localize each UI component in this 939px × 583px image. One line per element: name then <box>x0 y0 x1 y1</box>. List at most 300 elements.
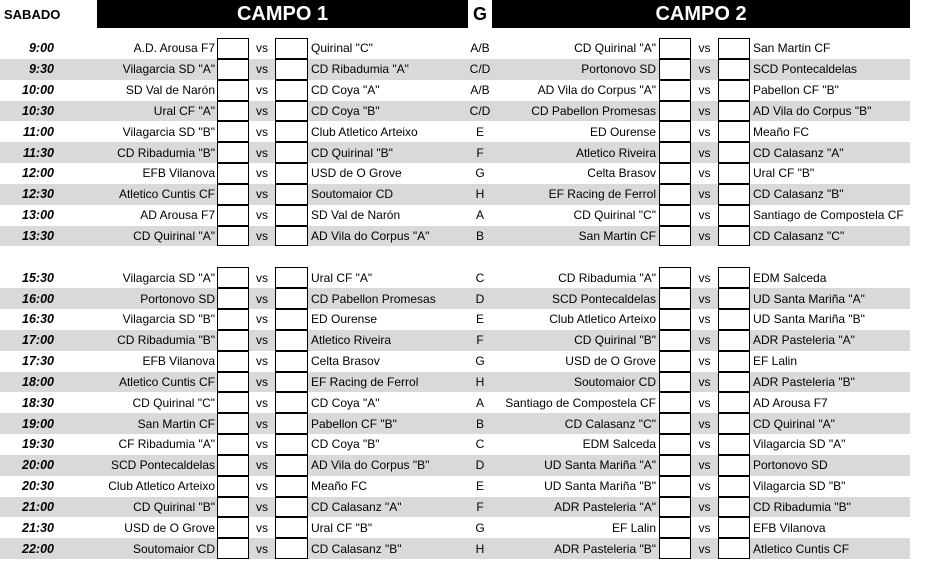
field2-home-score-box[interactable] <box>659 330 691 351</box>
group-code: E <box>475 479 484 494</box>
field2-away-team: Atletico Cuntis CF <box>753 541 850 556</box>
field2-away-score-box[interactable] <box>718 163 750 184</box>
match-time: 19:00 <box>22 416 54 431</box>
field1-away-team: Pabellon CF "B" <box>311 416 397 431</box>
field2-vs-label: vs <box>698 354 711 369</box>
field1-home-team: USD de O Grove <box>124 520 215 535</box>
field1-home-team: Ural CF "A" <box>153 103 215 118</box>
field1-vs-label: vs <box>256 83 268 98</box>
field1-home-score-box[interactable] <box>217 372 249 393</box>
field1-home-team: Vilagarcia SD "A" <box>122 270 215 285</box>
field1-home-score-box[interactable] <box>217 517 249 538</box>
field1-away-team: CD Coya "B" <box>311 103 380 118</box>
field2-away-team: EF Lalin <box>753 354 798 369</box>
field2-away-score-box[interactable] <box>718 455 750 476</box>
field2-home-score-box[interactable] <box>659 372 691 393</box>
field1-home-score-box[interactable] <box>217 184 249 205</box>
group-code: F <box>476 145 484 160</box>
match-row <box>0 205 939 226</box>
group-header: G <box>472 3 487 24</box>
field2-vs-label: vs <box>698 103 711 118</box>
field1-home-team: Soutomaior CD <box>132 541 215 556</box>
field2-away-score-box[interactable] <box>718 434 750 455</box>
match-time: 12:00 <box>22 166 54 181</box>
field2-vs-label: vs <box>698 479 711 494</box>
field2-home-team: AD Vila do Corpus "A" <box>537 83 656 98</box>
group-code: C <box>475 270 485 285</box>
field1-home-score-box[interactable] <box>217 163 249 184</box>
match-row <box>0 538 939 559</box>
field2-home-team: CD Ribadumia "A" <box>558 270 656 285</box>
match-time: 16:00 <box>22 291 54 306</box>
field2-home-team: EF Lalin <box>611 520 656 535</box>
group-code: F <box>476 499 484 514</box>
field1-away-score-box[interactable] <box>275 38 308 59</box>
match-time: 22:00 <box>22 541 54 556</box>
field1-vs-label: vs <box>256 229 268 244</box>
field2-away-score-box[interactable] <box>718 497 750 518</box>
field2-away-score-box[interactable] <box>718 309 750 330</box>
field1-home-team: Vilagarcia SD "B" <box>122 124 215 139</box>
field2-away-team: San Martin CF <box>753 41 831 56</box>
field1-away-score-box[interactable] <box>275 434 308 455</box>
field1-vs-label: vs <box>256 103 268 118</box>
field2-away-score-box[interactable] <box>718 267 750 288</box>
field1-home-score-box[interactable] <box>217 205 249 226</box>
field2-away-score-box[interactable] <box>718 413 750 434</box>
match-time: 10:30 <box>22 103 54 118</box>
field1-home-score-box[interactable] <box>217 80 249 101</box>
field1-away-score-box[interactable] <box>275 392 308 413</box>
field1-away-score-box[interactable] <box>275 163 308 184</box>
field2-away-score-box[interactable] <box>718 538 750 559</box>
field2-home-team: Santiago de Compostela CF <box>505 395 656 410</box>
field2-home-score-box[interactable] <box>659 205 691 226</box>
match-time: 11:00 <box>22 124 54 139</box>
field2-home-team: San Martin CF <box>578 229 656 244</box>
field1-away-team: ED Ourense <box>311 312 378 327</box>
group-code: G <box>475 354 485 369</box>
field2-home-score-box[interactable] <box>659 267 691 288</box>
group-code: D <box>475 458 485 473</box>
field2-away-score-box[interactable] <box>718 38 750 59</box>
field2-home-score-box[interactable] <box>659 163 691 184</box>
field2-away-team: Portonovo SD <box>753 458 828 473</box>
match-time: 21:30 <box>22 520 54 535</box>
field1-home-team: EFB Vilanova <box>142 354 215 369</box>
match-time: 17:30 <box>22 354 54 369</box>
field2-away-score-box[interactable] <box>718 142 750 163</box>
field1-vs-label: vs <box>256 437 268 452</box>
field2-vs-label: vs <box>698 83 711 98</box>
field1-home-score-box[interactable] <box>217 351 249 372</box>
field2-home-score-box[interactable] <box>659 434 691 455</box>
field1-home-score-box[interactable] <box>217 392 249 413</box>
field1-home-team: SCD Pontecaldelas <box>110 458 215 473</box>
field1-away-score-box[interactable] <box>275 330 308 351</box>
field1-away-team: CD Calasanz "B" <box>311 541 402 556</box>
field1-home-score-box[interactable] <box>217 226 249 247</box>
field2-header: CAMPO 2 <box>492 0 910 28</box>
field2-home-team: Portonovo SD <box>581 62 656 77</box>
field1-away-team: AD Vila do Corpus "B" <box>311 458 430 473</box>
field1-away-score-box[interactable] <box>275 184 308 205</box>
field2-away-team: SCD Pontecaldelas <box>753 62 858 77</box>
match-time: 21:00 <box>22 499 54 514</box>
field2-home-score-box[interactable] <box>659 351 691 372</box>
match-row <box>0 351 939 372</box>
field2-home-score-box[interactable] <box>659 142 691 163</box>
field1-away-score-box[interactable] <box>275 538 308 559</box>
match-row <box>0 267 939 288</box>
field2-home-score-box[interactable] <box>659 226 691 247</box>
field2-away-score-box[interactable] <box>718 330 750 351</box>
field1-away-team: CD Quirinal "B" <box>311 145 393 160</box>
field1-away-score-box[interactable] <box>275 288 308 309</box>
field1-home-team: AD Arousa F7 <box>140 208 215 223</box>
field1-away-team: CD Coya "B" <box>311 437 380 452</box>
field1-home-team: CD Ribadumia "B" <box>117 145 215 160</box>
field1-away-score-box[interactable] <box>275 121 308 142</box>
field2-home-team: EF Racing de Ferrol <box>548 187 656 202</box>
field2-vs-label: vs <box>698 395 711 410</box>
match-row <box>0 434 939 455</box>
field2-home-team: Celta Brasov <box>587 166 656 181</box>
field1-home-team: CD Quirinal "B" <box>133 499 215 514</box>
field2-home-team: CD Calasanz "C" <box>564 416 656 431</box>
match-time: 19:30 <box>22 437 54 452</box>
field2-vs-label: vs <box>698 541 711 556</box>
field2-home-team: CD Pabellon Promesas <box>531 103 656 118</box>
field1-away-team: Club Atletico Arteixo <box>311 124 418 139</box>
group-code: G <box>475 520 485 535</box>
field1-home-team: Portonovo SD <box>140 291 215 306</box>
match-row <box>0 517 939 538</box>
group-code: D <box>475 291 485 306</box>
field2-vs-label: vs <box>698 291 711 306</box>
match-row <box>0 330 939 351</box>
field1-vs-label: vs <box>256 166 268 181</box>
field1-away-team: USD de O Grove <box>311 166 402 181</box>
field1-away-team: CD Pabellon Promesas <box>311 291 436 306</box>
field1-home-score-box[interactable] <box>217 538 249 559</box>
field2-vs-label: vs <box>698 124 711 139</box>
field1-home-team: Vilagarcia SD "B" <box>122 312 215 327</box>
field2-away-team: Ural CF "B" <box>753 166 815 181</box>
group-code: A <box>475 208 484 223</box>
field1-vs-label: vs <box>256 312 268 327</box>
field1-vs-label: vs <box>256 187 268 202</box>
group-code: C <box>475 437 485 452</box>
match-time: 12:30 <box>22 187 54 202</box>
field1-header: CAMPO 1 <box>97 0 468 28</box>
field2-vs-label: vs <box>698 437 711 452</box>
field2-away-score-box[interactable] <box>718 80 750 101</box>
field1-home-team: Vilagarcia SD "A" <box>122 62 215 77</box>
group-code: H <box>475 374 485 389</box>
field2-away-team: AD Arousa F7 <box>753 395 828 410</box>
field1-vs-label: vs <box>256 41 268 56</box>
field1-vs-label: vs <box>256 333 268 348</box>
field1-away-score-box[interactable] <box>275 351 308 372</box>
match-time: 9:30 <box>28 62 54 77</box>
field2-home-score-box[interactable] <box>659 184 691 205</box>
field2-away-score-box[interactable] <box>718 517 750 538</box>
field1-home-score-box[interactable] <box>217 476 249 497</box>
field1-home-score-box[interactable] <box>217 59 249 80</box>
field2-home-score-box[interactable] <box>659 455 691 476</box>
field1-home-team: CD Quirinal "C" <box>132 395 215 410</box>
field2-vs-label: vs <box>698 208 711 223</box>
match-row <box>0 80 939 101</box>
field2-home-team: Soutomaior CD <box>573 374 656 389</box>
field2-away-score-box[interactable] <box>718 59 750 80</box>
field1-home-score-box[interactable] <box>217 121 249 142</box>
group-code: E <box>475 312 484 327</box>
field1-away-score-box[interactable] <box>275 267 308 288</box>
field1-away-score-box[interactable] <box>275 497 308 518</box>
field2-away-score-box[interactable] <box>718 226 750 247</box>
field1-away-score-box[interactable] <box>275 455 308 476</box>
field2-home-team: SCD Pontecaldelas <box>551 291 656 306</box>
group-code: F <box>476 333 484 348</box>
field1-home-score-box[interactable] <box>217 309 249 330</box>
field2-away-team: EDM Salceda <box>753 270 827 285</box>
field2-vs-label: vs <box>698 416 711 431</box>
field1-home-team: CF Ribadumia "A" <box>118 437 215 452</box>
group-code: C/D <box>469 103 491 118</box>
field2-home-score-box[interactable] <box>659 517 691 538</box>
field2-away-team: ADR Pasteleria "A" <box>753 333 855 348</box>
day-label: SABADO <box>4 6 61 22</box>
group-code: B <box>475 416 484 431</box>
field1-away-score-box[interactable] <box>275 80 308 101</box>
field2-away-team: CD Quirinal "A" <box>753 416 835 431</box>
field1-vs-label: vs <box>256 291 268 306</box>
field1-away-score-box[interactable] <box>275 413 308 434</box>
field1-away-team: Celta Brasov <box>311 354 380 369</box>
field2-away-team: Vilagarcia SD "A" <box>753 437 846 452</box>
field2-home-team: ED Ourense <box>589 124 656 139</box>
field2-home-team: CD Quirinal "A" <box>574 41 656 56</box>
match-row <box>0 184 939 205</box>
spacer-row <box>0 246 939 267</box>
field1-vs-label: vs <box>256 374 268 389</box>
field2-away-team: CD Calasanz "C" <box>753 229 845 244</box>
match-time: 18:30 <box>22 395 54 410</box>
field2-away-score-box[interactable] <box>718 205 750 226</box>
group-code: H <box>475 541 485 556</box>
field1-vs-label: vs <box>256 270 268 285</box>
match-row <box>0 392 939 413</box>
field2-home-score-box[interactable] <box>659 80 691 101</box>
field1-away-team: Quirinal "C" <box>311 41 373 56</box>
field2-home-team: ADR Pasteleria "B" <box>554 541 656 556</box>
field2-home-score-box[interactable] <box>659 309 691 330</box>
match-time: 20:30 <box>22 479 54 494</box>
field1-away-score-box[interactable] <box>275 142 308 163</box>
field2-home-score-box[interactable] <box>659 476 691 497</box>
field1-home-score-box[interactable] <box>217 413 249 434</box>
field1-home-score-box[interactable] <box>217 38 249 59</box>
field2-vs-label: vs <box>698 41 711 56</box>
field2-home-score-box[interactable] <box>659 413 691 434</box>
field1-away-score-box[interactable] <box>275 309 308 330</box>
field1-away-team: Atletico Riveira <box>311 333 392 348</box>
match-time: 18:00 <box>22 374 54 389</box>
field1-home-score-box[interactable] <box>217 267 249 288</box>
match-time: 20:00 <box>22 458 54 473</box>
field2-away-score-box[interactable] <box>718 121 750 142</box>
field1-home-score-box[interactable] <box>217 455 249 476</box>
group-code: A/B <box>470 83 490 98</box>
field2-home-score-box[interactable] <box>659 38 691 59</box>
field2-vs-label: vs <box>698 187 711 202</box>
field2-home-score-box[interactable] <box>659 392 691 413</box>
field1-away-team: CD Coya "A" <box>311 395 380 410</box>
field2-away-team: UD Santa Mariña "A" <box>753 291 865 306</box>
field2-home-team: EDM Salceda <box>582 437 656 452</box>
group-code: G <box>475 166 485 181</box>
field2-away-team: ADR Pasteleria "B" <box>753 374 855 389</box>
group-code: E <box>475 124 484 139</box>
group-code: B <box>475 229 484 244</box>
field1-vs-label: vs <box>256 124 268 139</box>
field1-away-score-box[interactable] <box>275 517 308 538</box>
field2-vs-label: vs <box>698 374 711 389</box>
field1-vs-label: vs <box>256 541 268 556</box>
field2-home-team: CD Quirinal "B" <box>574 333 656 348</box>
field2-vs-label: vs <box>698 270 711 285</box>
field2-vs-label: vs <box>698 62 711 77</box>
field1-vs-label: vs <box>256 479 268 494</box>
field1-away-score-box[interactable] <box>275 59 308 80</box>
field2-home-score-box[interactable] <box>659 497 691 518</box>
field2-home-team: Club Atletico Arteixo <box>549 312 656 327</box>
field2-home-team: UD Santa Mariña "A" <box>544 458 656 473</box>
match-row <box>0 455 939 476</box>
field1-home-score-box[interactable] <box>217 101 249 122</box>
field2-home-score-box[interactable] <box>659 121 691 142</box>
field1-away-score-box[interactable] <box>275 476 308 497</box>
match-time: 13:00 <box>22 208 54 223</box>
schedule-table <box>0 38 939 559</box>
field1-away-team: CD Coya "A" <box>311 83 380 98</box>
field1-home-score-box[interactable] <box>217 497 249 518</box>
field1-vs-label: vs <box>256 145 268 160</box>
field1-home-team: A.D. Arousa F7 <box>133 41 215 56</box>
match-row <box>0 226 939 247</box>
group-code: A/B <box>470 41 490 56</box>
field2-vs-label: vs <box>698 499 711 514</box>
field1-vs-label: vs <box>256 520 268 535</box>
field2-away-score-box[interactable] <box>718 372 750 393</box>
field1-away-team: CD Calasanz "A" <box>311 499 402 514</box>
field2-away-team: CD Ribadumia "B" <box>753 499 851 514</box>
match-row <box>0 163 939 184</box>
field1-home-team: CD Quirinal "A" <box>133 229 215 244</box>
field2-home-team: UD Santa Mariña "B" <box>544 479 656 494</box>
field1-away-team: CD Ribadumia "A" <box>311 62 409 77</box>
field1-home-team: SD Val de Narón <box>125 83 215 98</box>
match-row <box>0 476 939 497</box>
match-time: 10:00 <box>22 83 54 98</box>
field2-away-score-box[interactable] <box>718 476 750 497</box>
match-time: 17:00 <box>22 333 54 348</box>
field2-home-score-box[interactable] <box>659 538 691 559</box>
field1-home-team: EFB Vilanova <box>142 166 215 181</box>
field1-away-score-box[interactable] <box>275 372 308 393</box>
field1-away-team: Ural CF "B" <box>311 520 373 535</box>
field2-away-score-box[interactable] <box>718 392 750 413</box>
match-row <box>0 413 939 434</box>
field1-home-team: Atletico Cuntis CF <box>118 374 215 389</box>
field1-vs-label: vs <box>256 458 268 473</box>
field1-vs-label: vs <box>256 208 268 223</box>
field2-away-team: CD Calasanz "A" <box>753 145 844 160</box>
field2-home-score-box[interactable] <box>659 101 691 122</box>
field1-home-team: CD Ribadumia "B" <box>117 333 215 348</box>
match-row <box>0 38 939 59</box>
match-row <box>0 101 939 122</box>
field1-vs-label: vs <box>256 395 268 410</box>
field2-away-team: Vilagarcia SD "B" <box>753 479 846 494</box>
field2-away-score-box[interactable] <box>718 184 750 205</box>
field2-away-score-box[interactable] <box>718 351 750 372</box>
field2-vs-label: vs <box>698 145 711 160</box>
field1-away-score-box[interactable] <box>275 101 308 122</box>
field1-vs-label: vs <box>256 62 268 77</box>
field2-home-team: Atletico Riveira <box>575 145 656 160</box>
match-row <box>0 372 939 393</box>
match-row <box>0 288 939 309</box>
match-time: 15:30 <box>22 270 54 285</box>
field2-away-score-box[interactable] <box>718 288 750 309</box>
field1-home-score-box[interactable] <box>217 142 249 163</box>
field1-away-score-box[interactable] <box>275 205 308 226</box>
field1-away-team: AD Vila do Corpus "A" <box>311 229 430 244</box>
field2-away-team: Santiago de Compostela CF <box>753 208 904 223</box>
field1-vs-label: vs <box>256 416 268 431</box>
field1-away-team: Soutomaior CD <box>311 187 394 202</box>
field1-home-team: Atletico Cuntis CF <box>118 187 215 202</box>
field2-home-team: CD Quirinal "C" <box>573 208 656 223</box>
field2-vs-label: vs <box>698 458 711 473</box>
match-time: 11:30 <box>22 145 54 160</box>
field1-home-score-box[interactable] <box>217 434 249 455</box>
group-code: A <box>475 395 484 410</box>
field2-vs-label: vs <box>698 333 711 348</box>
field2-vs-label: vs <box>698 312 711 327</box>
match-row <box>0 142 939 163</box>
field2-away-score-box[interactable] <box>718 101 750 122</box>
field2-away-team: AD Vila do Corpus "B" <box>753 103 872 118</box>
field1-home-score-box[interactable] <box>217 288 249 309</box>
field2-home-score-box[interactable] <box>659 59 691 80</box>
field1-home-score-box[interactable] <box>217 330 249 351</box>
field2-home-team: USD de O Grove <box>565 354 656 369</box>
field1-away-score-box[interactable] <box>275 226 308 247</box>
field2-vs-label: vs <box>698 166 711 181</box>
field2-home-score-box[interactable] <box>659 288 691 309</box>
field2-away-team: Pabellon CF "B" <box>753 83 839 98</box>
match-row <box>0 59 939 80</box>
field2-home-team: ADR Pasteleria "A" <box>554 499 656 514</box>
field1-vs-label: vs <box>256 354 268 369</box>
field1-vs-label: vs <box>256 499 268 514</box>
field2-away-team: Meaño FC <box>753 124 810 139</box>
field1-home-team: Club Atletico Arteixo <box>108 479 215 494</box>
